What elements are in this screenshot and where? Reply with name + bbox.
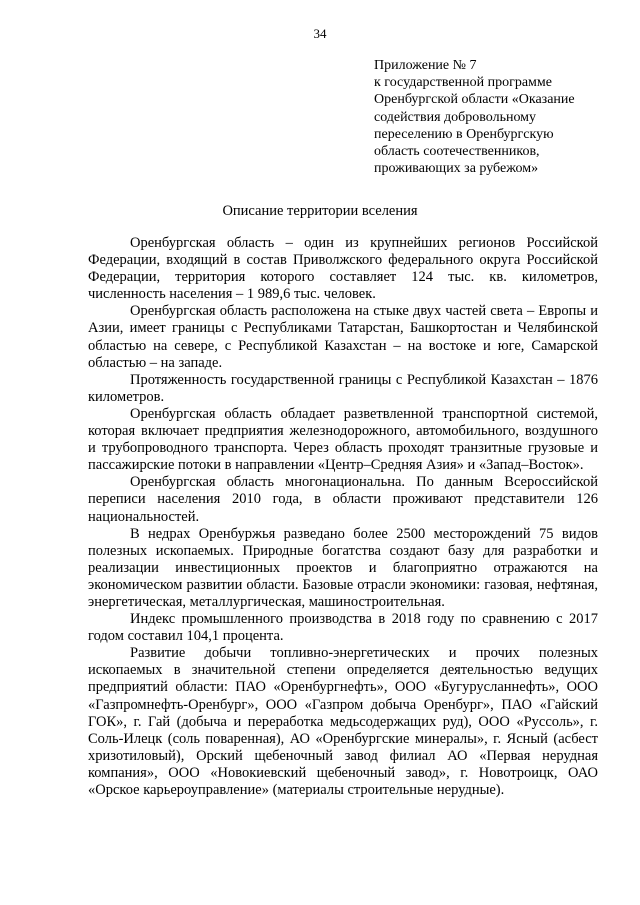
appendix-line: содействия добровольному [374, 109, 537, 125]
appendix-heading [374, 57, 624, 177]
appendix-line: проживающих за рубежом» [374, 161, 539, 177]
paragraph: Индекс промышленного производства в 2018 году по сравнению с 2017 годом составил 104,1 процента. [88, 611, 598, 645]
document-body [88, 235, 598, 799]
appendix-line: переселению в Оренбургскую [374, 126, 554, 142]
paragraph: В недрах Оренбуржья разведано более 2500 месторождений 75 видов полезных ископаемых. Природные богатства создают базу для разработки и реализации инвестиционных проектов и благоприятно отражаются на экономическом развитии области. Базовые отрасли экономики: газовая, нефтяная, энергетическая, металлургическая, машиностроительная. [88, 525, 598, 610]
page-number: 34 [313, 26, 327, 41]
appendix-line: к государственной программе [374, 75, 552, 91]
document-title: Описание территории вселения [222, 203, 418, 219]
paragraph: Оренбургская область расположена на стыке двух частей света – Европы и Азии, имеет границы с Республиками Татарстан, Башкортостан и Челябинской областью на севере, с Республикой Казахстан – на востоке и юге, Самарской областью – на западе. [88, 303, 598, 371]
paragraph: Протяженность государственной границы с Республикой Казахстан – 1876 километров. [88, 371, 598, 405]
paragraph: Развитие добычи топливно-энергетических и прочих полезных ископаемых в значительной степени определяется деятельностью ведущих предприятий области: ПАО «Оренбургнефть», ООО «Бугурусланнефть», ООО «Газпромнефть-Оренбург», ООО «Газпром добыча Оренбург», ПАО «Гайский ГОК», г. Гай (добыча и переработка медьсодержащих руд), ООО «Руссоль», г. Соль-Илецк (соль поваренная), АО «Оренбургские минералы», г. Ясный (асбест хризотиловый), Орский щебеночный завод филиал АО «Первая нерудная компания», ООО «Новокиевский щебеночный завод», г. Новотроицк, ОАО «Орское карьероуправление» (материалы строительные нерудные). [88, 645, 598, 798]
appendix-line: Оренбургской области «Оказание [374, 92, 575, 108]
paragraph: Оренбургская область – один из крупнейших регионов Российской Федерации, входящий в состав Приволжского федерального округа Российской Федерации, территория которого составляет 124 тыс. кв. километров, численность населения – 1 989,6 тыс. человек. [88, 235, 598, 303]
paragraph: Оренбургская область многонациональна. По данным Всероссийской переписи населения 2010 года, в области проживают представители 126 национальностей. [88, 474, 598, 525]
appendix-line: область соотечественников, [374, 144, 540, 160]
appendix-line: Приложение № 7 [374, 58, 477, 73]
paragraph: Оренбургская область обладает разветвленной транспортной системой, которая включает предприятия железнодорожного, автомобильного, воздушного и трубопроводного транспорта. Через область проходят транзитные грузовые и пассажирские потоки в направлении «Центр–Средняя Азия» и «Запад–Восток». [88, 405, 598, 474]
